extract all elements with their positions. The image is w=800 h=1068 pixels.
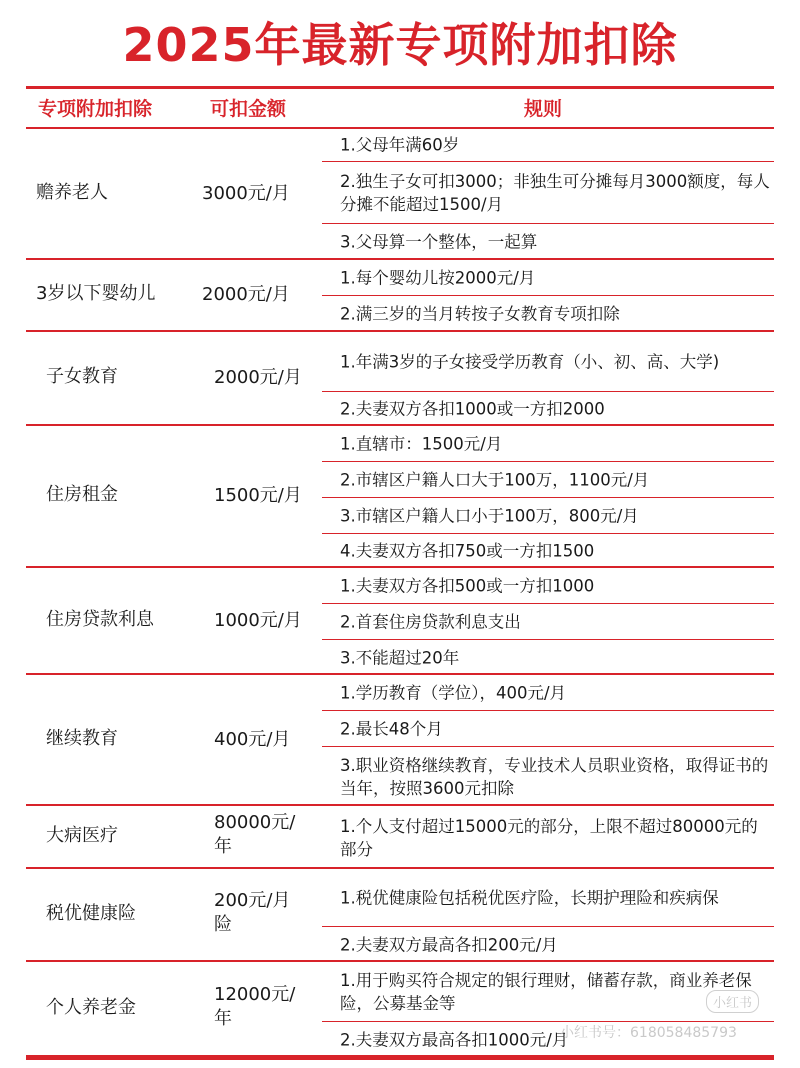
page-title: 2025年最新专项附加扣除: [122, 18, 678, 72]
row-category: 个人养老金: [46, 996, 136, 1018]
row-category: 赡养老人: [36, 181, 108, 203]
rule-text: 1.直辖市：1500元/月: [340, 434, 503, 453]
rule-item: [322, 747, 774, 806]
rule-text: 1.年满3岁的子女接受学历教育（小、初、高、大学): [340, 352, 720, 371]
rule-text: 2.夫妻双方最高各扣200元/月: [340, 935, 558, 954]
row-amount: 12000元/年: [214, 983, 296, 1029]
rule-item: [322, 162, 774, 224]
rule-item: [322, 927, 774, 962]
rule-item: [322, 426, 774, 462]
table-row: [26, 426, 774, 568]
row-category: 住房贷款利息: [46, 608, 154, 630]
header-rules: 规则: [524, 98, 563, 120]
rule-text: 1.税优健康险包括税优医疗险，长期护理险和疾病保: [340, 888, 719, 907]
header-amount: 可扣金额: [210, 98, 287, 120]
row-amount: 2000元/月: [202, 284, 290, 305]
rule-item: [322, 675, 774, 711]
rule-text: 3.父母算一个整体，一起算: [340, 232, 538, 252]
rule-text: 2.独生子女可扣3000；非独生可分摊每月3000额度，每人分摊不能超过1500/月: [340, 171, 770, 214]
rule-text: 4.夫妻双方各扣750或一方扣1500: [340, 541, 595, 561]
table-row: [26, 806, 774, 869]
rule-item: [322, 806, 774, 869]
rule-text: 1.夫妻双方各扣500或一方扣1000: [340, 576, 595, 595]
row-amount: 3000元/月: [202, 182, 290, 204]
table-row: [26, 962, 774, 1057]
row-category: 3岁以下婴幼儿: [36, 283, 156, 304]
rule-text: 3.市辖区户籍人口小于100万，800元/月: [340, 506, 639, 525]
row-category: 住房租金: [46, 484, 118, 505]
rule-text: 1.每个婴幼儿按2000元/月: [340, 268, 536, 287]
rule-text: 2.最长48个月: [340, 719, 443, 738]
table-bottom-rule: [26, 1057, 774, 1060]
rule-text: 2.市辖区户籍人口大于100万，1100元/月: [340, 470, 650, 489]
table-row: [26, 332, 774, 426]
row-amount: 200元/月险: [214, 889, 291, 935]
rule-text: 2.首套住房贷款利息支出: [340, 612, 521, 631]
rule-item: [322, 640, 774, 675]
rule-item: [322, 962, 774, 1022]
table-row: [26, 568, 774, 675]
title-underline: [26, 86, 774, 89]
row-category: 税优健康险: [46, 902, 136, 924]
rule-text: 2.夫妻双方最高各扣1000元/月: [340, 1030, 569, 1049]
rule-item: [322, 498, 774, 534]
row-amount: 80000元/年: [214, 811, 296, 857]
header-category: 专项附加扣除: [38, 98, 153, 120]
rule-text: 1.个人支付超过15000元的部分，上限不超过80000元的部分: [340, 816, 758, 859]
row-category: 继续教育: [46, 727, 118, 749]
table-row: [26, 129, 774, 260]
rule-item: [322, 568, 774, 604]
watermark-id: 小红书号：618058485793: [560, 1025, 737, 1041]
rule-text: 3.职业资格继续教育，专业技术人员职业资格，取得证书的当年，按照3600元扣除: [340, 755, 769, 798]
rule-text: 1.学历教育（学位），400元/月: [340, 683, 567, 702]
row-amount: 1000元/月: [214, 609, 302, 631]
rule-item: [322, 392, 774, 426]
table-row: [26, 675, 774, 806]
rule-item: [322, 129, 774, 162]
rule-text: 1.父母年满60岁: [340, 135, 460, 155]
row-amount: 1500元/月: [214, 485, 302, 506]
rule-text: 2.满三岁的当月转按子女教育专项扣除: [340, 304, 620, 324]
watermark-brand: 小红书: [706, 990, 759, 1013]
row-category: 子女教育: [46, 366, 118, 387]
table-row: [26, 869, 774, 962]
rule-item: [322, 296, 774, 332]
rule-text: 3.不能超过20年: [340, 648, 460, 667]
rule-item: [322, 224, 774, 260]
rule-item: [322, 869, 774, 927]
row-amount: 400元/月: [214, 728, 291, 750]
rule-text: 1.用于购买符合规定的银行理财，储蓄存款，商业养老保险，公募基金等: [340, 970, 752, 1013]
rule-item: [322, 534, 774, 568]
rule-item: [322, 332, 774, 392]
rule-text: 2.夫妻双方各扣1000或一方扣2000: [340, 399, 605, 419]
rule-item: [322, 711, 774, 747]
row-category: 大病医疗: [46, 824, 118, 846]
rule-item: [322, 260, 774, 296]
rule-item: [322, 604, 774, 640]
rule-item: [322, 462, 774, 498]
table-row: [26, 260, 774, 332]
row-amount: 2000元/月: [214, 367, 302, 388]
